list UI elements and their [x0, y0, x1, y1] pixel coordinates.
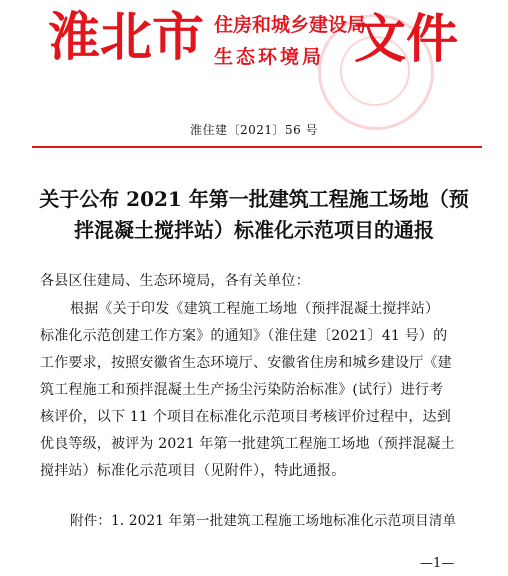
paragraph-line: 根据《关于印发《建筑工程施工场地（预拌混凝土搅拌站） [70, 301, 440, 317]
doc-number: 淮住建〔2021〕56 号 [189, 123, 319, 137]
paragraph-line: 工作要求，按照安徽省生态环境厅、安徽省住房和城乡建设厅《建 [40, 355, 452, 371]
paragraph-line: 核评价，以下 11 个项目在标准化示范项目考核评价过程中，达到 [40, 409, 451, 425]
doc-org-top: 住房和城乡建设局 [214, 14, 367, 36]
red-divider [32, 146, 482, 148]
page-number: —1— [420, 556, 455, 571]
doc-city-name: 淮北市 [48, 7, 205, 68]
paragraph-line: 标准化示范创建工作方案》的通知》（淮住建〔2021〕41 号）的 [40, 328, 448, 344]
doc-title-line-1: 关于公布 2021 年第一批建筑工程施工场地（预 [39, 187, 469, 211]
paragraph-line: 筑工程施工和预拌混凝土生产扬尘污染防治标准》(试行）进行考 [40, 382, 444, 398]
body-paragraph [40, 296, 490, 485]
salutation: 各县区住建局、生态环境局，各有关单位： [40, 273, 310, 289]
attachment-line: 附件：1. 2021 年第一批建筑工程施工场地标准化示范项目清单 [70, 513, 457, 529]
doc-org-bottom: 生态环境局 [214, 46, 325, 68]
paragraph-line: 搅拌站）标准化示范项目（见附件），特此通报。 [40, 463, 346, 479]
paragraph-line: 优良等级，被评为 2021 年第一批建筑工程施工场地（预拌混凝土 [40, 436, 455, 452]
doc-title-line-2: 拌混凝土搅拌站）标准化示范项目的通报 [74, 218, 434, 242]
doc-word: 文件 [354, 9, 459, 70]
